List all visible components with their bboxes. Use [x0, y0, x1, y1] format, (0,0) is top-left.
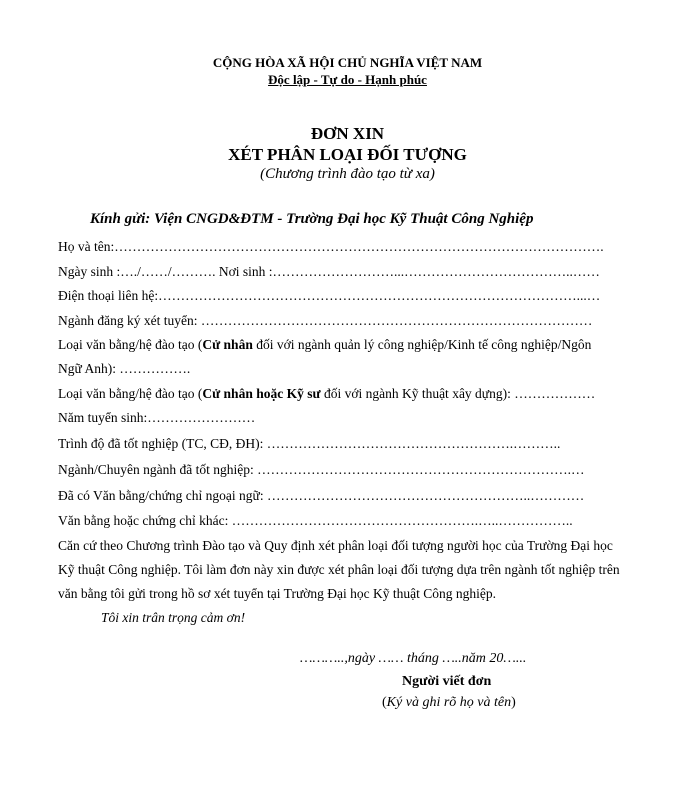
degree-a-suffix: đối với ngành quản lý công nghiệp/Kinh tế công nghiệp/Ngôn [252, 337, 592, 352]
body-line-3: văn bằng tôi gửi trong hồ sơ xét tuyển tại Trường Đại học Kỹ thuật Công nghiệp. [58, 586, 496, 601]
field-education-level: Trình độ đã tốt nghiệp (TC, CĐ, ĐH): ……………………………………………….……….. [58, 436, 561, 451]
field-major-applied: Ngành đăng ký xét tuyển: …………………………………………………………………………… [58, 313, 593, 328]
field-degree-a-cont: Ngữ Anh): ……………. [58, 361, 191, 376]
body-line-2: Kỹ thuật Công nghiệp. Tôi làm đơn này xin được xét phân loại đối tượng dựa trên ngành tốt nghiệp trên [58, 562, 620, 577]
body-line-1: Căn cứ theo Chương trình Đào tạo và Quy định xét phân loại đối tượng người học của Trường Đại học [58, 538, 613, 553]
closing-thanks: Tôi xin trân trọng cảm ơn! [101, 610, 246, 625]
degree-b-bold: Cử nhân hoặc Kỹ sư [202, 386, 321, 401]
field-degree-a [58, 337, 591, 353]
form-title: ĐƠN XIN [310, 124, 385, 143]
signature-role: Người viết đơn [402, 674, 492, 689]
degree-a-prefix: Loại văn bằng/hệ đào tạo ( [58, 337, 203, 352]
field-other-cert: Văn bằng hoặc chứng chỉ khác: ……………………………………………….…..…………….. [58, 513, 573, 528]
field-phone: Điện thoại liên hệ:…………………………………………………………………………………...… [58, 288, 601, 303]
signature-note-text: Ký và ghi rõ họ và tên [386, 695, 512, 710]
form-subject: XÉT PHÂN LOẠI ĐỐI TƯỢNG [228, 145, 467, 164]
country-header: CỘNG HÒA XÃ HỘI CHỦ NGHĨA VIỆT NAM [212, 55, 483, 70]
field-degree-b [58, 386, 595, 402]
degree-b-prefix: Loại văn bằng/hệ đào tạo ( [58, 386, 203, 401]
field-birth: Ngày sinh :…./……/………. Nơi sinh :………………………...………………………………..…… [58, 264, 600, 279]
program-note: (Chương trình đào tạo từ xa) [260, 166, 435, 182]
degree-a-bold: Cử nhân [202, 337, 253, 352]
field-full-name: Họ và tên:………………………………………………………………………………………………. [58, 239, 604, 254]
field-language-cert: Đã có Văn bằng/chứng chỉ ngoại ngữ: …………………………………………………..………… [58, 488, 585, 503]
signature-note-open: ( [382, 695, 387, 710]
national-motto: Độc lập - Tự do - Hạnh phúc [268, 72, 427, 87]
degree-b-suffix: đối với ngành Kỹ thuật xây dựng): ……………… [320, 386, 596, 401]
recipient-line: Kính gửi: Viện CNGD&ĐTM - Trường Đại học Kỹ Thuật Công Nghiệp [90, 211, 534, 227]
signature-date-line: ………..,ngày …… tháng …..năm 20…... [300, 651, 527, 666]
signature-note-close: ) [511, 695, 516, 710]
signature-note [382, 695, 516, 711]
field-admission-year: Năm tuyển sinh:…………………… [58, 410, 256, 425]
field-graduated-major: Ngành/Chuyên ngành đã tốt nghiệp: …………………………………………………………….… [58, 462, 585, 477]
